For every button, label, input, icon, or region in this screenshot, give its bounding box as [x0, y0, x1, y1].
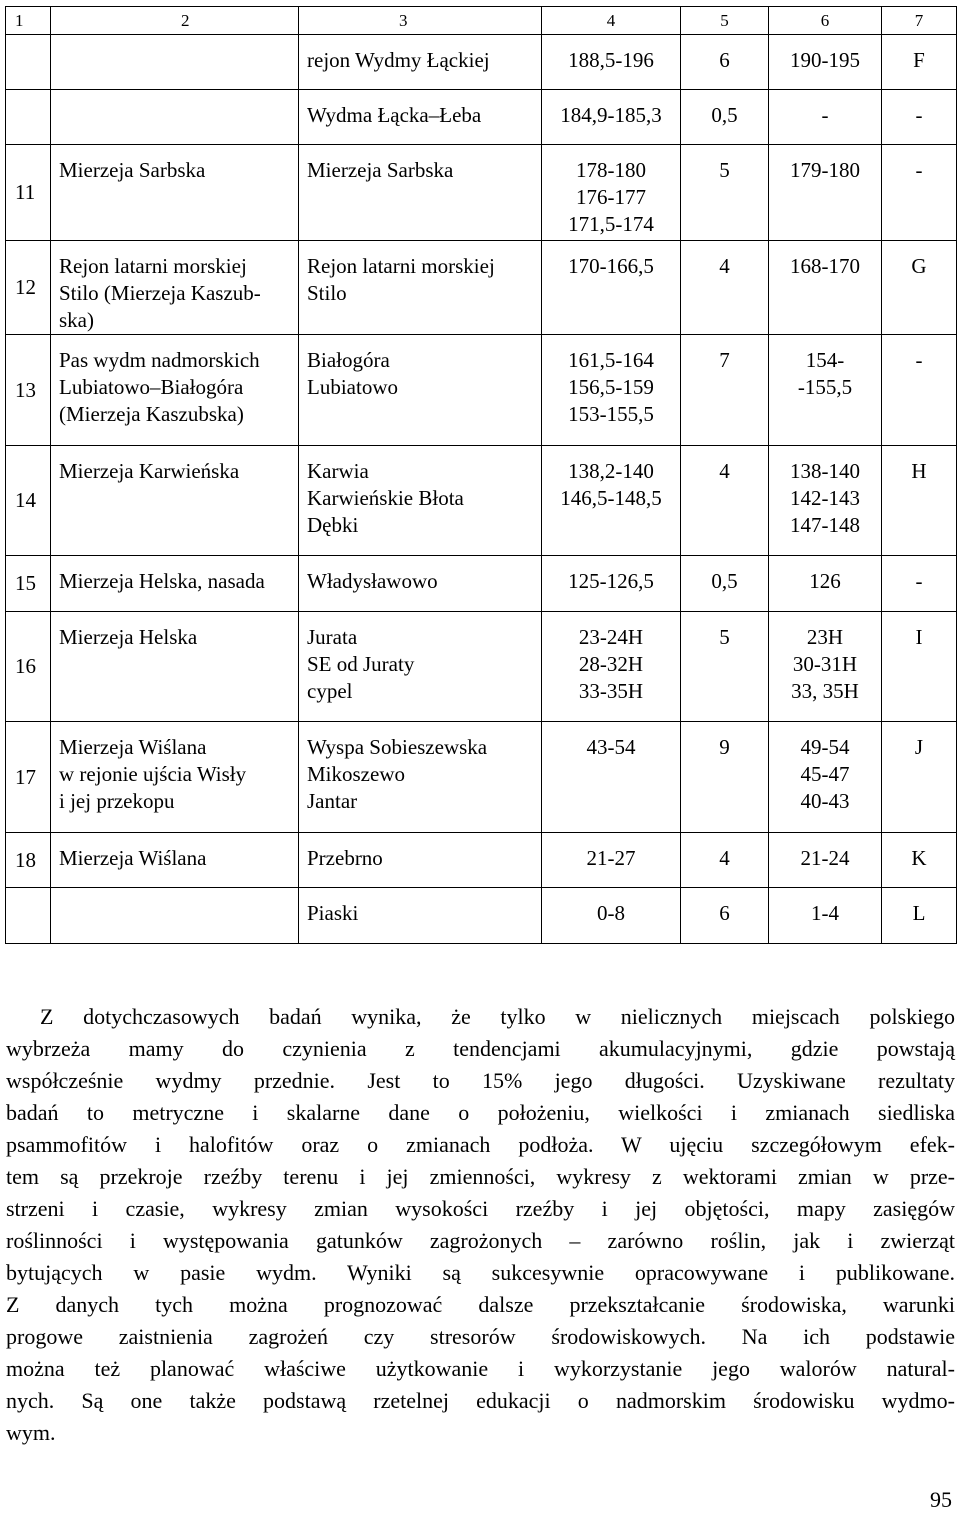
cell-count — [681, 335, 769, 446]
cell-km — [542, 35, 681, 90]
cell-place — [299, 612, 542, 722]
cell-line: 168-170 — [790, 254, 860, 278]
cell-line: L — [912, 901, 926, 925]
table-row — [6, 241, 957, 335]
data-table — [5, 6, 957, 944]
cell-line: - — [915, 103, 923, 127]
table-row — [6, 335, 957, 446]
cell-code — [882, 241, 957, 335]
cell-range — [769, 90, 882, 145]
cell-line: 5 — [719, 625, 730, 649]
cell-line: Pas wydm nadmorskich — [59, 348, 260, 372]
table-row — [6, 556, 957, 612]
cell-line: Stilo — [307, 281, 347, 305]
cell-place — [299, 833, 542, 888]
cell-line: Lubiatowo–Białogóra — [59, 375, 244, 399]
cell-km — [542, 90, 681, 145]
cell-line: 176-177 — [576, 185, 646, 209]
cell-line: 184,9-185,3 — [560, 103, 662, 127]
cell-region — [51, 722, 299, 833]
cell-line: 40-43 — [800, 789, 850, 813]
cell-region — [51, 335, 299, 446]
cell-line: I — [915, 625, 923, 649]
cell-line: Mierzeja Karwieńska — [59, 459, 240, 483]
table-row — [6, 722, 957, 833]
cell-line: K — [911, 846, 927, 870]
cell-place — [299, 35, 542, 90]
cell-count — [681, 556, 769, 612]
row-number-cell: 14 — [6, 446, 51, 556]
paragraph-line: wym. — [6, 1420, 56, 1445]
cell-code — [882, 556, 957, 612]
header-col-1: 1 — [6, 7, 51, 35]
paragraph-line: psammofitów i halofitów oraz o zmianach podłoża. W ujęciu szczegółowym efek- — [6, 1132, 955, 1157]
cell-line: Rejon latarni morskiej — [59, 254, 247, 278]
cell-line: Przebrno — [307, 846, 383, 870]
paragraph-line: Z dotychczasowych badań wynika, że tylko w nielicznych miejscach polskiego — [40, 1004, 955, 1029]
cell-line: 33, 35H — [791, 679, 859, 703]
cell-line: Wyspa Sobieszewska — [307, 735, 488, 759]
header-col-3: 3 — [299, 7, 542, 35]
cell-region — [51, 35, 299, 90]
cell-line: F — [913, 48, 925, 72]
cell-line: 45-47 — [800, 762, 850, 786]
cell-count — [681, 145, 769, 241]
cell-km — [542, 145, 681, 241]
cell-code — [882, 335, 957, 446]
cell-range — [769, 612, 882, 722]
cell-line: 6 — [719, 901, 730, 925]
paragraph-line: można też planować właściwe użytkowanie i wykorzystanie jego walorów natural- — [6, 1356, 955, 1381]
cell-range — [769, 833, 882, 888]
cell-line: ska) — [59, 308, 94, 332]
cell-line: 125-126,5 — [568, 569, 654, 593]
cell-line: 179-180 — [790, 158, 860, 182]
cell-line: Mierzeja Wiślana — [59, 735, 207, 759]
cell-line: 43-54 — [586, 735, 636, 759]
cell-code — [882, 612, 957, 722]
cell-line: 146,5-148,5 — [560, 486, 662, 510]
cell-line: J — [914, 735, 924, 759]
cell-line: 138,2-140 — [568, 459, 654, 483]
cell-line: Jurata — [307, 625, 358, 649]
cell-line: 156,5-159 — [568, 375, 654, 399]
cell-count — [681, 35, 769, 90]
cell-line: 49-54 — [800, 735, 850, 759]
cell-place — [299, 335, 542, 446]
cell-line: w rejonie ujścia Wisły — [59, 762, 247, 786]
cell-km — [542, 833, 681, 888]
cell-line: Lubiatowo — [307, 375, 398, 399]
cell-count — [681, 446, 769, 556]
paragraph-line: roślinności i występowania gatunków zagrożonych – zarówno roślin, jak i zwierząt — [6, 1228, 955, 1253]
body-paragraph — [6, 1001, 955, 1449]
row-number-cell: 18 — [6, 833, 51, 888]
cell-line: 178-180 — [576, 158, 646, 182]
cell-code — [882, 145, 957, 241]
cell-range — [769, 241, 882, 335]
cell-line: - — [915, 348, 923, 372]
row-number-cell: 17 — [6, 722, 51, 833]
cell-line: Mierzeja Helska — [59, 625, 198, 649]
table-row — [6, 888, 957, 944]
table-row — [6, 446, 957, 556]
cell-line: Karwieńskie Błota — [307, 486, 464, 510]
cell-line: Wydma Łącka–Łeba — [307, 103, 482, 127]
header-col-7: 7 — [882, 7, 957, 35]
cell-line: 1-4 — [811, 901, 839, 925]
cell-line: 30-31H — [792, 652, 858, 676]
cell-line: i jej przekopu — [59, 789, 175, 813]
cell-line: Białogóra — [307, 348, 390, 372]
cell-line: 0,5 — [711, 103, 738, 127]
paragraph-line: nych. Są one także podstawą rzetelnej edukacji o nadmorskim środowisku wydmo- — [6, 1388, 955, 1413]
cell-region — [51, 833, 299, 888]
header-col-5: 5 — [681, 7, 769, 35]
paragraph-line: współcześnie wydmy przednie. Jest to 15% jego długości. Uzyskiwane rezultaty — [6, 1068, 955, 1093]
cell-count — [681, 833, 769, 888]
cell-line: 28-32H — [578, 652, 644, 676]
cell-line: Karwia — [307, 459, 369, 483]
cell-line: 5 — [719, 158, 730, 182]
cell-region — [51, 556, 299, 612]
cell-line: Mierzeja Wiślana — [59, 846, 207, 870]
row-number-cell: 13 — [6, 335, 51, 446]
cell-line: 170-166,5 — [568, 254, 654, 278]
paragraph-line: strzeni i czasie, wykresy zmian wysokości rzeźby i jej objętości, mapy zasięgów — [6, 1196, 955, 1221]
cell-line: 188,5-196 — [568, 48, 654, 72]
table-row — [6, 833, 957, 888]
row-number-cell: 12 — [6, 241, 51, 335]
cell-count — [681, 888, 769, 944]
cell-line: 9 — [719, 735, 730, 759]
cell-place — [299, 145, 542, 241]
cell-line: Władysławowo — [307, 569, 438, 593]
cell-region — [51, 241, 299, 335]
cell-line: 147-148 — [790, 513, 860, 537]
cell-line: 6 — [719, 48, 730, 72]
cell-km — [542, 888, 681, 944]
cell-line: 153-155,5 — [568, 402, 654, 426]
cell-place — [299, 722, 542, 833]
cell-line: 21-27 — [586, 846, 636, 870]
cell-range — [769, 145, 882, 241]
paragraph-line: bytujących w pasie wydm. Wyniki są sukcesywnie opracowywane i publikowane. — [6, 1260, 955, 1285]
cell-range — [769, 722, 882, 833]
cell-line: Jantar — [307, 789, 358, 813]
cell-range — [769, 335, 882, 446]
table-body — [6, 7, 957, 944]
header-col-6: 6 — [769, 7, 882, 35]
cell-line: 0-8 — [597, 901, 625, 925]
table-row — [6, 612, 957, 722]
cell-line: - — [821, 103, 829, 127]
cell-line: SE od Juraty — [307, 652, 415, 676]
cell-km — [542, 241, 681, 335]
paragraph-line: badań to metryczne i skalarne dane o położeniu, wielkości i zmianach siedliska — [6, 1100, 955, 1125]
cell-line: H — [911, 459, 927, 483]
cell-code — [882, 888, 957, 944]
cell-count — [681, 612, 769, 722]
cell-line: 190-195 — [790, 48, 860, 72]
cell-line: Mierzeja Helska, nasada — [59, 569, 265, 593]
cell-region — [51, 145, 299, 241]
cell-km — [542, 446, 681, 556]
row-number-cell: 16 — [6, 612, 51, 722]
cell-region — [51, 90, 299, 145]
header-col-4: 4 — [542, 7, 681, 35]
cell-line: 126 — [809, 569, 841, 593]
cell-line: 171,5-174 — [568, 212, 654, 236]
cell-line: Mikoszewo — [307, 762, 405, 786]
cell-line: 138-140 — [790, 459, 860, 483]
cell-km — [542, 722, 681, 833]
cell-place — [299, 446, 542, 556]
paragraph-line: tem są przekroje rzeźby terenu i jej zmienności, wykresy z wektorami zmian w prze- — [6, 1164, 955, 1189]
cell-range — [769, 35, 882, 90]
table-row — [6, 90, 957, 145]
row-number-cell: 15 — [6, 556, 51, 612]
row-number-cell — [6, 35, 51, 90]
cell-line: Piaski — [307, 901, 359, 925]
cell-line: 23H — [806, 625, 844, 649]
cell-region — [51, 446, 299, 556]
cell-line: 7 — [719, 348, 730, 372]
cell-line: -155,5 — [797, 375, 853, 399]
row-number-cell — [6, 90, 51, 145]
cell-code — [882, 35, 957, 90]
paragraph-line: progowe zaistnienia zagrożeń czy stresorów środowiskowych. Na ich podstawie — [6, 1324, 955, 1349]
cell-range — [769, 888, 882, 944]
cell-line: 23-24H — [578, 625, 644, 649]
cell-line: 4 — [719, 254, 730, 278]
cell-line: Mierzeja Sarbska — [59, 158, 206, 182]
row-number-cell: 11 — [6, 145, 51, 241]
cell-code — [882, 833, 957, 888]
table-header-row — [6, 7, 957, 35]
cell-line: (Mierzeja Kaszubska) — [59, 402, 244, 426]
cell-line: 161,5-164 — [568, 348, 654, 372]
cell-line: 4 — [719, 846, 730, 870]
cell-code — [882, 722, 957, 833]
cell-line: 4 — [719, 459, 730, 483]
cell-place — [299, 888, 542, 944]
cell-line: - — [915, 158, 923, 182]
cell-count — [681, 90, 769, 145]
cell-line: Dębki — [307, 513, 359, 537]
cell-line: rejon Wydmy Łąckiej — [307, 48, 490, 72]
cell-line: 33-35H — [578, 679, 644, 703]
cell-range — [769, 556, 882, 612]
paragraph-line: Z danych tych można prognozować dalsze przekształcanie środowiska, warunki — [6, 1292, 955, 1317]
cell-line: Stilo (Mierzeja Kaszub- — [59, 281, 261, 305]
cell-range — [769, 446, 882, 556]
table-row — [6, 35, 957, 90]
cell-line: Rejon latarni morskiej — [307, 254, 495, 278]
cell-line: cypel — [307, 679, 353, 703]
cell-line: G — [911, 254, 927, 278]
table-row — [6, 145, 957, 241]
header-col-2: 2 — [51, 7, 299, 35]
row-number-cell — [6, 888, 51, 944]
cell-place — [299, 556, 542, 612]
page-number: 95 — [930, 1487, 952, 1512]
cell-km — [542, 556, 681, 612]
cell-region — [51, 612, 299, 722]
cell-line: - — [915, 569, 923, 593]
cell-code — [882, 446, 957, 556]
cell-code — [882, 90, 957, 145]
cell-place — [299, 241, 542, 335]
cell-line: 142-143 — [790, 486, 860, 510]
cell-region — [51, 888, 299, 944]
cell-km — [542, 612, 681, 722]
paragraph-line: wybrzeża mamy do czynienia z tendencjami akumulacyjnymi, gdzie powstają — [6, 1036, 955, 1061]
cell-line: Mierzeja Sarbska — [307, 158, 454, 182]
cell-line: 0,5 — [711, 569, 738, 593]
cell-line: 21-24 — [800, 846, 850, 870]
cell-count — [681, 722, 769, 833]
cell-place — [299, 90, 542, 145]
cell-count — [681, 241, 769, 335]
cell-line: 154- — [805, 348, 845, 372]
cell-km — [542, 335, 681, 446]
